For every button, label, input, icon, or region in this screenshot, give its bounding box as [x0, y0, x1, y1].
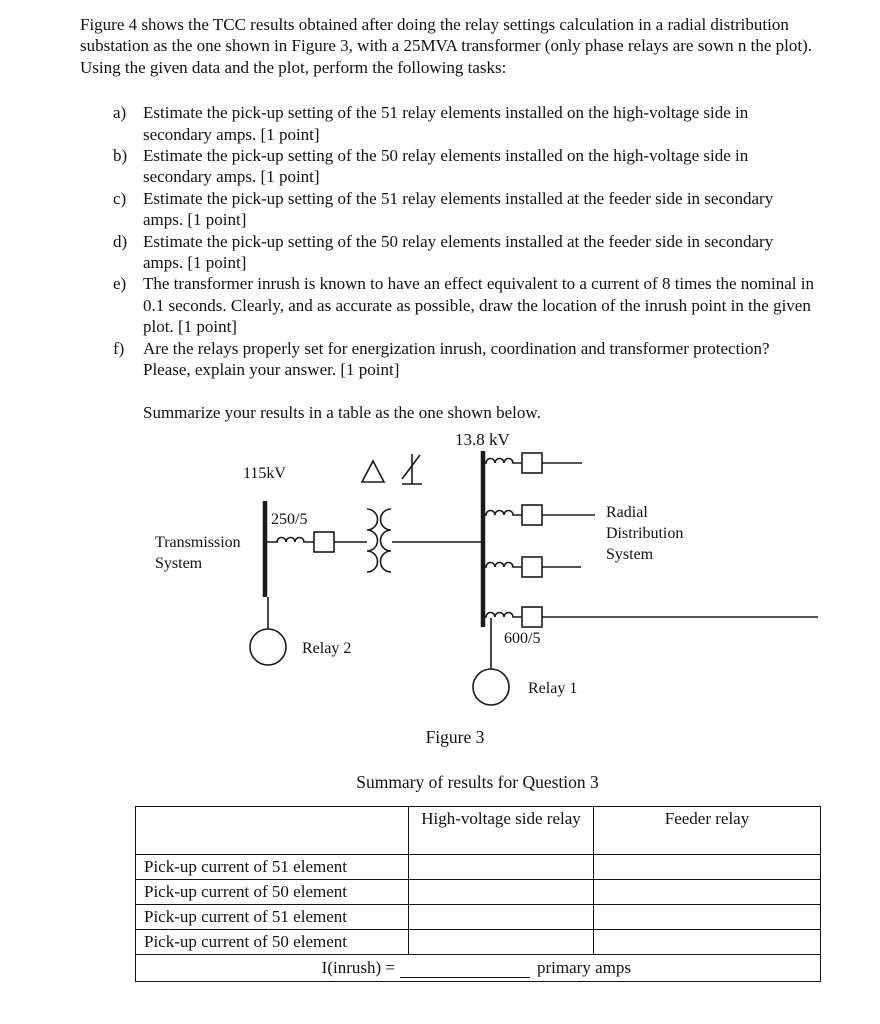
task-text: Estimate the pick-up setting of the 51 relay elements installed at the feeder side in secondary amps. [1 point] — [143, 188, 774, 230]
col-header-empty — [136, 806, 409, 854]
label-radial-2: Distribution — [606, 524, 684, 542]
label-13-8kv: 13.8 kV — [455, 429, 510, 449]
feeder-branch-4 — [483, 607, 818, 627]
cell-empty — [409, 904, 594, 929]
table-row — [136, 854, 821, 879]
row-label-51-hv: Pick-up current of 51 element — [136, 854, 409, 879]
relay-box — [522, 453, 542, 473]
task-letter: f) — [113, 338, 125, 358]
cell-empty — [594, 854, 821, 879]
inrush-suffix: primary amps — [537, 957, 631, 977]
relay1-circle — [473, 669, 509, 705]
label-ct-250-5: 250/5 — [271, 510, 308, 528]
task-item-d — [80, 231, 815, 274]
label-115kv: 115kV — [243, 464, 286, 482]
row-label-51-feeder: Pick-up current of 51 element — [136, 904, 409, 929]
ground-slash — [402, 455, 420, 479]
summarize-note: Summarize your results in a table as the one shown below. — [143, 402, 541, 422]
task-item-f — [80, 338, 815, 381]
task-letter: d) — [113, 231, 128, 251]
wye-ground-icon — [402, 454, 422, 484]
inrush-label: I(inrush) = — [321, 957, 395, 977]
label-relay1: Relay 1 — [528, 679, 578, 697]
cell-empty — [594, 904, 821, 929]
col-header-feeder-relay: Feeder relay — [594, 806, 821, 854]
relay-box — [522, 505, 542, 525]
label-ct-600-5: 600/5 — [504, 629, 541, 647]
task-text: Estimate the pick-up setting of the 51 relay elements installed on the high-voltage side in secondary amps. [1 point] — [143, 103, 749, 144]
task-text: The transformer inrush is known to have an effect equivalent to a current of 8 times the nominal in 0.1 seconds. Clearly, and as accurate as possible, draw the location of the inrush point in the given plot. [1 point] — [143, 274, 814, 337]
ct-icon — [483, 612, 522, 617]
label-radial-3: System — [606, 545, 654, 563]
task-letter: a) — [113, 103, 127, 123]
hv-branch — [265, 532, 367, 552]
ct-icon — [265, 537, 314, 542]
inrush-row-cell — [136, 954, 821, 981]
task-item-b — [80, 145, 815, 188]
task-item-a — [80, 102, 815, 145]
relay-box — [522, 607, 542, 627]
diagram-labels — [155, 430, 683, 697]
table-row — [136, 904, 821, 929]
transformer-secondary-winding — [381, 509, 392, 572]
transformer-primary-winding — [367, 509, 378, 572]
task-letter: b) — [113, 146, 128, 166]
task-item-c — [80, 188, 815, 231]
inrush-blank-line — [400, 958, 530, 978]
task-list — [80, 102, 815, 380]
delta-winding-icon — [362, 461, 384, 482]
cell-empty — [409, 854, 594, 879]
col-header-hv-relay: High-voltage side relay — [409, 806, 594, 854]
task-text: Estimate the pick-up setting of the 50 relay elements installed at the feeder side in secondary amps. [1 point] — [143, 231, 774, 273]
table-footer-row — [136, 954, 821, 981]
transformer-symbol — [367, 509, 391, 572]
row-label-50-hv: Pick-up current of 50 element — [136, 879, 409, 904]
label-transmission-2: System — [155, 554, 203, 572]
one-line-diagram — [80, 427, 830, 713]
diagram-shapes — [250, 451, 818, 705]
ct-icon — [483, 562, 522, 567]
ct-icon — [483, 510, 522, 515]
relay-box — [314, 532, 334, 552]
relay-box — [522, 557, 542, 577]
results-section — [135, 772, 820, 982]
task-text: Are the relays properly set for energization inrush, coordination and transformer protection? Please, explain your answer. [1 point] — [143, 338, 770, 380]
figure-caption: Figure 3 — [425, 726, 485, 747]
table-row — [136, 929, 821, 954]
task-letter: e) — [113, 274, 127, 294]
feeder-branch-3 — [483, 557, 581, 577]
label-radial-1: Radial — [606, 503, 648, 521]
task-text: Estimate the pick-up setting of the 50 relay elements installed on the high-voltage side in secondary amps. [1 point] — [143, 146, 749, 187]
results-title: Summary of results for Question 3 — [356, 771, 599, 792]
intro-paragraph: Figure 4 shows the TCC results obtained after doing the relay settings calculation in a radial distribution substation as the one shown in Figure 3, with a 25MVA transformer (only phase relays are sown n the plot). Using the given data and the plot, perform the following tasks: — [80, 15, 812, 77]
label-relay2: Relay 2 — [302, 639, 352, 657]
relay2-circle — [250, 629, 286, 665]
cell-empty — [594, 879, 821, 904]
feeder-branch-2 — [483, 505, 595, 525]
table-header-row — [136, 806, 821, 854]
feeder-branch-1 — [483, 453, 582, 473]
table-row — [136, 879, 821, 904]
label-transmission-1: Transmission — [155, 533, 241, 551]
task-item-e — [80, 273, 815, 337]
cell-empty — [409, 929, 594, 954]
row-label-50-feeder: Pick-up current of 50 element — [136, 929, 409, 954]
inrush-row — [140, 958, 816, 978]
cell-empty — [594, 929, 821, 954]
results-table — [135, 806, 821, 982]
task-letter: c) — [113, 188, 127, 208]
ct-icon — [483, 458, 522, 463]
cell-empty — [409, 879, 594, 904]
